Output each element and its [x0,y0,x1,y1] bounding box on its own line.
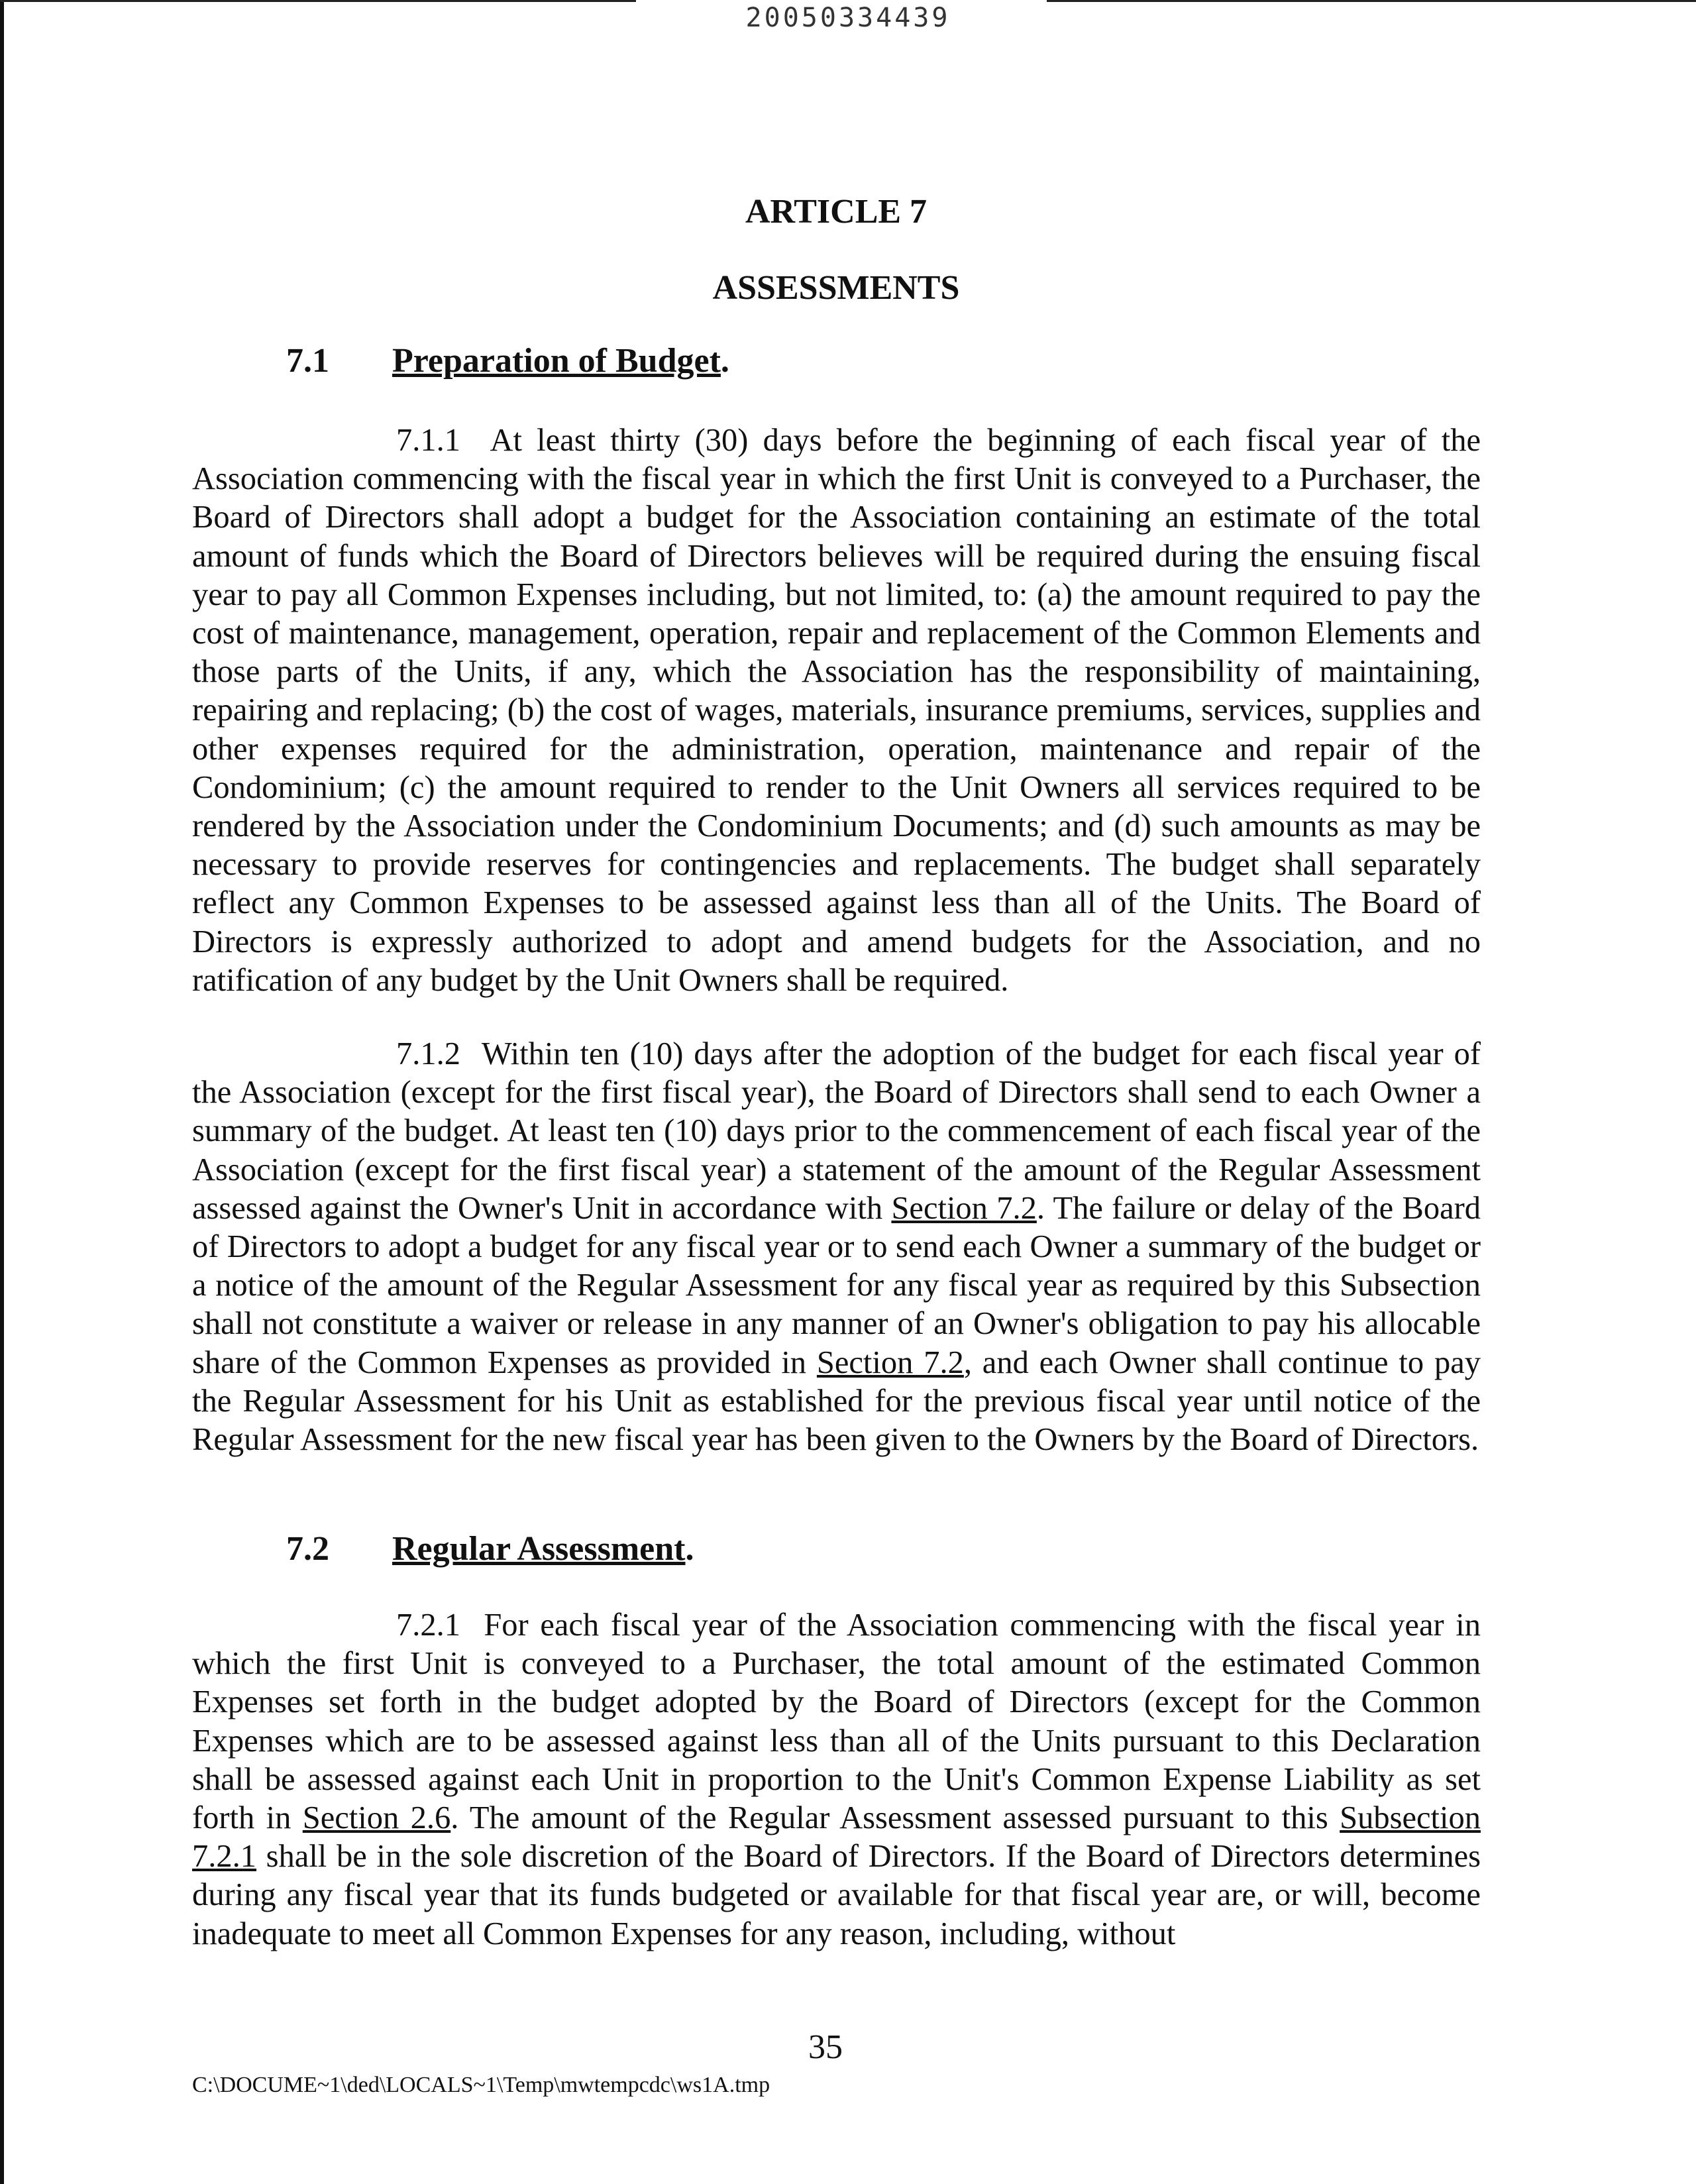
article-title: ARTICLE 7 [745,193,928,231]
paragraph-text: At least thirty (30) days before the beginning of each fiscal year of the Association commencing with the fiscal year in which the first Unit is conveyed to a Purchaser, the Board of Directors shall adopt a budget for the Association containing an estimate of the total amount of funds which the Board of Directors believes will be required during the ensuing fiscal year to pay all Common Expenses including, but not limited, to: (a) the amount required to pay the cost of maintenance, management, operation, repair and replacement of the Common Elements and those parts of the Units, if any, which the Association has the responsibility of maintaining, repairing and replacing; (b) the cost of wages, materials, insurance premiums, services, supplies and other expenses required for the administration, operation, maintenance and repair of the Condominium; (c) the amount required to render to the Unit Owners all services required to be rendered by the Association under the Condominium Documents; and (d) such amounts as may be necessary to provide reserves for contingencies and replacements. The budget shall separately reflect any Common Expenses to be assessed against less than all of the Units. The Board of Directors is expressly authorized to adopt and amend budgets for the Association, and no ratification of any budget by the Unit Owners shall be required. [192,423,1481,998]
article-subtitle: ASSESSMENTS [712,269,960,307]
section-title: Preparation of Budget [392,342,721,380]
header-rule-right [1047,0,1696,2]
section-reference-link[interactable]: Section 2.6 [302,1800,451,1836]
section-title: Regular Assessment [392,1530,686,1568]
paragraph-7-2-1 [192,1606,1481,1953]
paragraph-text: , and each Owner shall continue to pay the Regular Assessment for his Unit as established for the previous fiscal year until notice of the Regular Assessment for the new fiscal year has been given to the Owners by the Board of Directors. [192,1344,1481,1458]
page-number: 35 [808,2028,843,2066]
header-rule-left [0,0,636,2]
section-reference-link[interactable]: Section 7.2 [816,1344,964,1380]
paragraph-text: Within ten (10) days after the adoption of the budget for each fiscal year of the Association (except for the first fiscal year), the Board of Directors shall send to each Owner a summary of the budget. At least ten (10) days prior to the commencement of each fiscal year of the Association (except for the first fiscal year) a statement of the amount of the Regular Assessment assessed against the Owner's Unit in accordance with [192,1036,1481,1226]
footer-file-path: C:\DOCUME~1\ded\LOCALS~1\Temp\mwtempcdc\ws1A.tmp [192,2073,770,2097]
paragraph-label: 7.1.1 [396,423,460,458]
section-reference-link[interactable]: Subsection 7.2.1 [192,1800,1481,1875]
paragraph-text: . The amount of the Regular Assessment assessed pursuant to this [450,1800,1328,1836]
section-heading-7-1 [286,341,729,380]
paragraph-text: . The failure or delay of the Board of Directors to adopt a budget for any fiscal year or to send each Owner a summary of the budget or a notice of the amount of the Regular Assessment for any fiscal year as required by this Subsection shall not constitute a waiver or release in any manner of an Owner's obligation to pay his allocable share of the Common Expenses as provided in [192,1190,1481,1380]
section-number: 7.1 [286,342,329,380]
section-punct: . [685,1530,694,1568]
document-id: 20050334439 [745,3,951,33]
paragraph-text: For each fiscal year of the Association commencing with the fiscal year in which the first Unit is conveyed to a Purchaser, the total amount of the estimated Common Expenses set forth in the budget adopted by the Board of Directors (except for the Common Expenses which are to be assessed against less than all of the Units pursuant to this Declaration shall be assessed against each Unit in proportion to the Unit's Common Expense Liability as set forth in [192,1608,1481,1836]
section-reference-link[interactable]: Section 7.2 [891,1190,1037,1226]
paragraph-label: 7.1.2 [396,1036,460,1071]
paragraph-label: 7.2.1 [396,1608,460,1643]
section-number: 7.2 [286,1530,329,1568]
section-punct: . [720,342,729,380]
paragraph-text: shall be in the sole discretion of the Board of Directors. If the Board of Directors determines during any fiscal year that its funds budgeted or available for that fiscal year are, or will, become inadequate to meet all Common Expenses for any reason, including, without [192,1839,1481,1951]
scan-left-border [0,0,4,2184]
section-heading-7-2 [286,1529,694,1568]
paragraph-7-1-2 [192,1035,1481,1459]
paragraph-7-1-1 [192,421,1481,1000]
